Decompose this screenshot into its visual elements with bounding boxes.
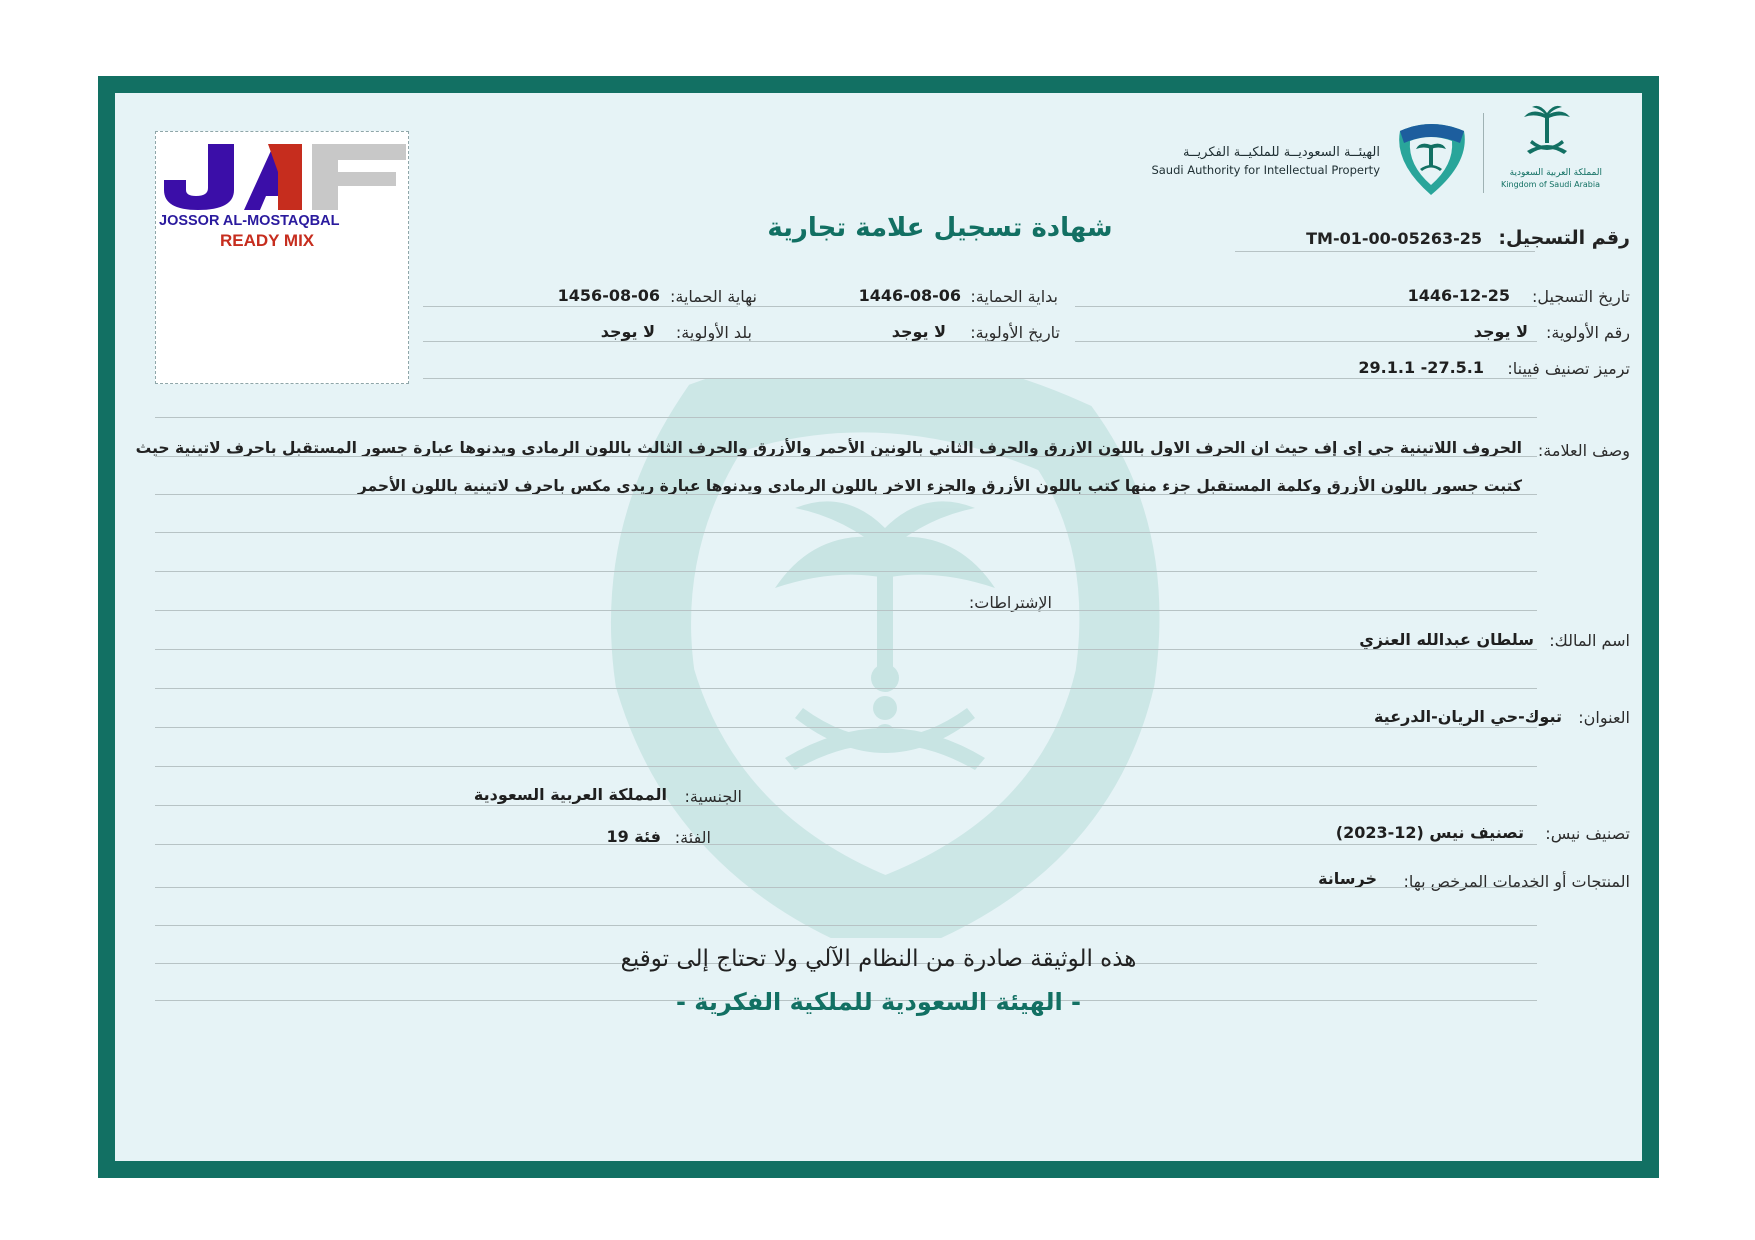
rule xyxy=(155,925,1537,926)
protection-start-value: 1446-08-06 xyxy=(858,286,961,305)
description-line1: الحروف اللاتينية جي إي إف حيث ان الحرف الاول باللون الازرق والحرف الثاني بالونين الأحمر والأزرق والحرف الثالث باللون الرمادي ويدنوها عبارة جسور المستقبل باحرف لاتينية حيث xyxy=(135,439,1522,457)
rule xyxy=(155,887,1537,888)
address-value: تبوك-حي الريان-الدرعية xyxy=(1373,707,1562,726)
rule xyxy=(1235,251,1535,252)
nationality-value: المملكة العربية السعودية xyxy=(473,785,667,804)
jaf-line2: READY MIX xyxy=(220,231,315,250)
certificate-paper xyxy=(115,93,1642,1161)
certificate-title: شهادة تسجيل علامة تجارية xyxy=(767,213,1113,243)
priority-no-label: رقم الأولوية: xyxy=(1546,323,1630,342)
reg-no-label: رقم التسجيل: xyxy=(1498,227,1630,249)
footer-signature: - الهيئة السعودية للملكية الفكرية - xyxy=(675,988,1082,1016)
footer-note: هذه الوثيقة صادرة من النظام الآلي ولا تحتاج إلى توقيع xyxy=(620,946,1137,972)
saip-shield-icon xyxy=(1388,113,1474,199)
rule xyxy=(732,341,1037,342)
header-divider xyxy=(1483,113,1484,193)
nice-value: تصنيف نيس (12-2023) xyxy=(1335,823,1524,842)
priority-date-label: تاريخ الأولوية: xyxy=(970,323,1060,342)
rule xyxy=(155,456,1537,457)
watermark-emblem-icon xyxy=(595,378,1175,938)
kingdom-name-ar: المملكة العربية السعودية xyxy=(1509,168,1602,178)
rule xyxy=(155,805,1537,806)
trademark-logo xyxy=(156,132,409,252)
rule xyxy=(155,494,1537,495)
owner-value: سلطان عبدالله العنزي xyxy=(1359,630,1534,649)
protection-start-label: بداية الحماية: xyxy=(970,287,1058,306)
authority-name-en: Saudi Authority for Intellectual Property xyxy=(1151,163,1380,177)
rule xyxy=(1075,306,1537,307)
nationality-label: الجنسية: xyxy=(684,787,742,806)
vienna-label: ترميز تصنيف فيينا: xyxy=(1507,359,1630,378)
rule xyxy=(423,306,738,307)
description-label: وصف العلامة: xyxy=(1537,441,1630,460)
conditions-label: الإشتراطات: xyxy=(968,593,1052,612)
reg-date-value: 1446-12-25 xyxy=(1407,286,1510,305)
priority-date-value: لا يوجد xyxy=(891,322,946,341)
rule xyxy=(155,417,1537,418)
trademark-image xyxy=(155,131,409,384)
rule xyxy=(747,306,1037,307)
rule xyxy=(155,610,1537,611)
vienna-value: 29.1.1 -27.5.1 xyxy=(1358,358,1484,377)
rule xyxy=(155,532,1537,533)
reg-date-label: تاريخ التسجيل: xyxy=(1531,287,1630,306)
protection-end-value: 1456-08-06 xyxy=(557,286,660,305)
address-label: العنوان: xyxy=(1578,708,1630,727)
class-label: الفئة: xyxy=(674,828,711,847)
rule xyxy=(423,378,1537,379)
jaf-line1: JOSSOR AL-MOSTAQBAL xyxy=(159,213,340,229)
protection-end-label: نهاية الحماية: xyxy=(669,287,757,306)
rule xyxy=(155,688,1537,689)
nice-label: تصنيف نيس: xyxy=(1545,824,1630,843)
rule xyxy=(155,727,1537,728)
rule xyxy=(155,844,1537,845)
rule xyxy=(423,341,738,342)
class-value: فئة 19 xyxy=(606,827,661,846)
kingdom-name-en: Kingdom of Saudi Arabia xyxy=(1501,180,1600,189)
goods-label: المنتجات أو الخدمات المرخص بها: xyxy=(1403,872,1630,891)
authority-name-ar: الهيئــة السعوديــة للملكيــة الفكريــة xyxy=(1182,145,1380,160)
rule xyxy=(155,649,1537,650)
rule xyxy=(155,571,1537,572)
owner-label: اسم المالك: xyxy=(1549,631,1630,650)
goods-value: خرسانة xyxy=(1318,869,1377,888)
priority-country-label: بلد الأولوية: xyxy=(675,323,752,342)
rule xyxy=(155,766,1537,767)
description-line2: كتبت جسور باللون الأزرق وكلمة المستقبل جزء منها كتب باللون الأزرق والجزء الاخر باللون الرمادي ويدنوها عبارة ريدي مكس باحرف لاتينية باللون الأحمر xyxy=(357,477,1522,495)
priority-no-value: لا يوجد xyxy=(1473,322,1528,341)
reg-no-value: TM-01-00-05263-25 xyxy=(1306,229,1482,248)
jaf-letters xyxy=(156,132,409,212)
rule xyxy=(1075,341,1537,342)
priority-country-value: لا يوجد xyxy=(600,322,655,341)
